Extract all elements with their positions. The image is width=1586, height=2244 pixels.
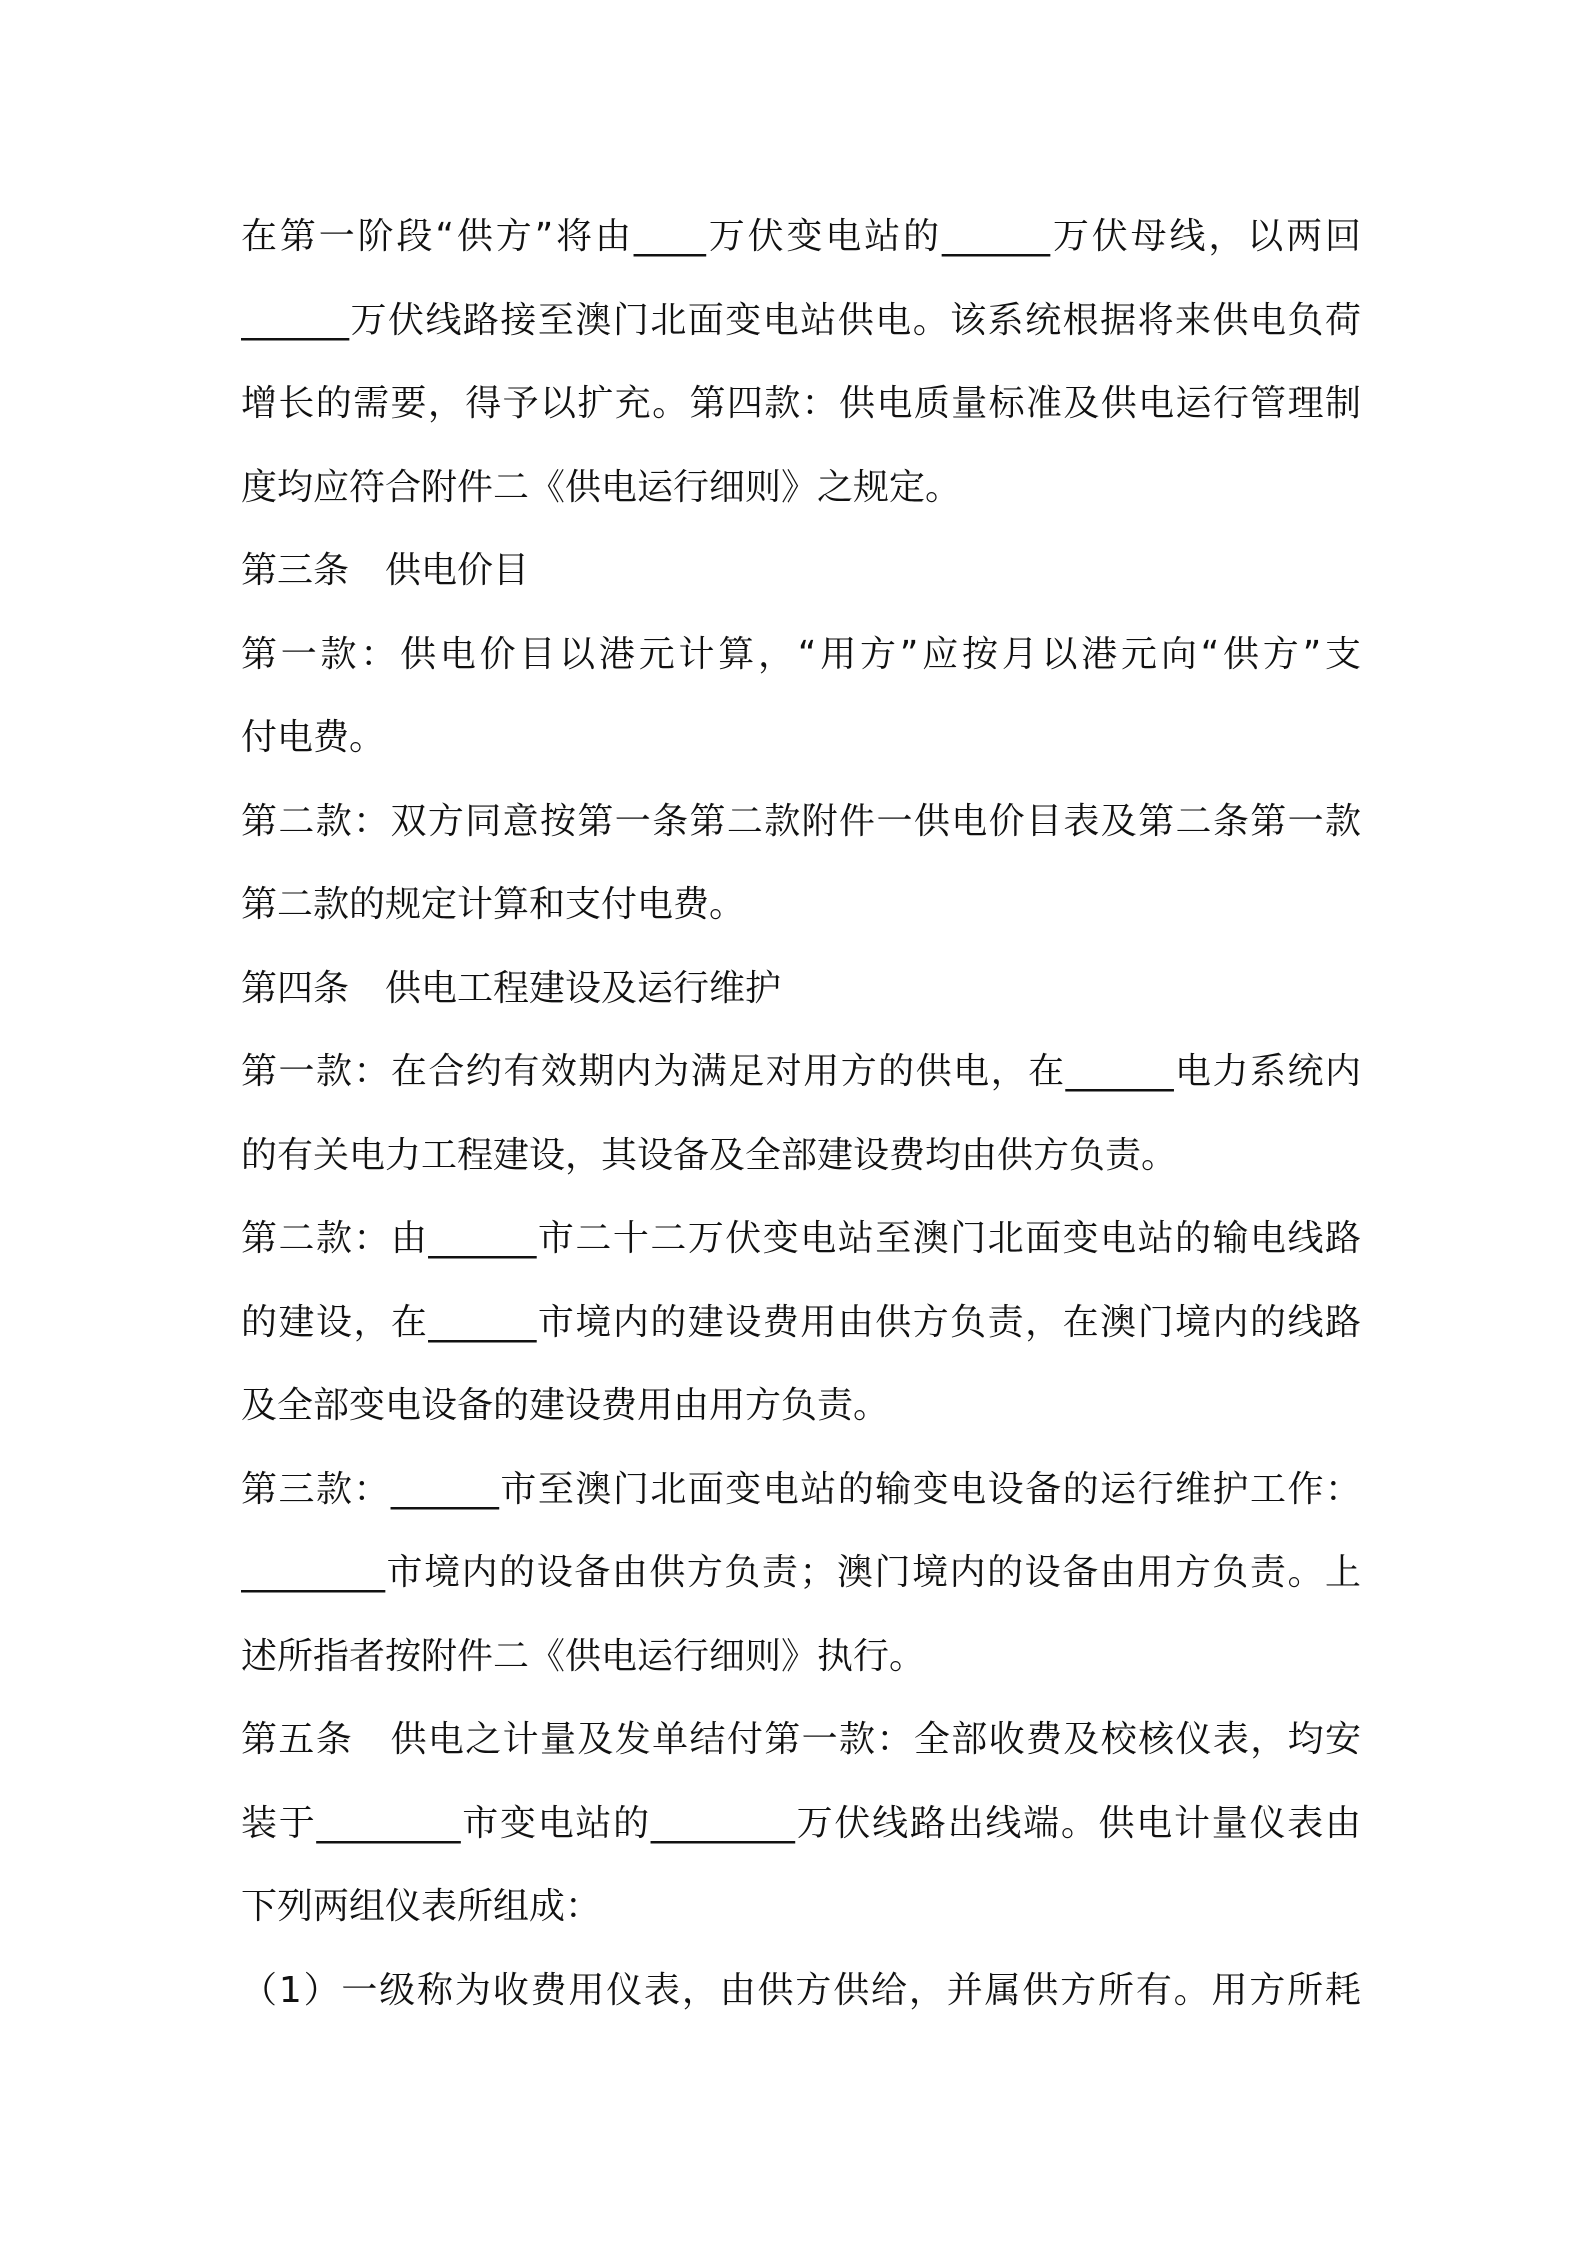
- text-line: 第三款：______市至澳门北面变电站的输变电设备的运行维护工作：: [241, 1468, 1361, 1510]
- text-line: 下列两组仪表所组成：: [241, 1886, 602, 1927]
- text-line: 第一款：供电价目以港元计算，“用方”应按月以港元向“供方”支: [241, 633, 1361, 675]
- text-line: ______万伏线路接至澳门北面变电站供电。该系统根据将来供电负荷: [241, 299, 1361, 341]
- text-line: 第二款：由______市二十二万伏变电站至澳门北面变电站的输电线路: [241, 1218, 1361, 1259]
- text-line: 第一款：在合约有效期内为满足对用方的供电，在______电力系统内: [241, 1051, 1361, 1092]
- article-heading: 第三条 供电价目: [241, 550, 530, 591]
- text-line: 第二款：双方同意按第一条第二款附件一供电价目表及第二条第一款: [241, 800, 1361, 842]
- text-line: 的建设，在______市境内的建设费用由供方负责，在澳门境内的线路: [241, 1301, 1361, 1343]
- text-line: 付电费。: [241, 717, 386, 758]
- article-heading: 第四条 供电工程建设及运行维护: [241, 967, 782, 1009]
- text-line: 在第一阶段“供方”将由____万伏变电站的______万伏母线，以两回: [241, 216, 1361, 257]
- text-line: ________市境内的设备由供方负责；澳门境内的设备由用方负责。上: [241, 1552, 1361, 1593]
- article-heading: 第五条 供电之计量及发单结付第一款：全部收费及校核仪表，均安: [241, 1719, 1361, 1760]
- text-line: 增长的需要，得予以扩充。第四款：供电质量标准及供电运行管理制: [241, 383, 1361, 424]
- text-line: （1）一级称为收费用仪表，由供方供给，并属供方所有。用方所耗: [241, 1969, 1361, 2011]
- text-line: 述所指者按附件二《供电运行细则》执行。: [241, 1635, 926, 1677]
- text-line: 第二款的规定计算和支付电费。: [241, 884, 746, 925]
- text-line: 的有关电力工程建设，其设备及全部建设费均由供方负责。: [241, 1134, 1178, 1176]
- contract-text: [241, 195, 1361, 2032]
- text-line: 装于________市变电站的________万伏线路出线端。供电计量仪表由: [241, 1802, 1361, 1844]
- text-line: 及全部变电设备的建设费用由用方负责。: [241, 1385, 890, 1426]
- text-line: 度均应符合附件二《供电运行细则》之规定。: [241, 466, 962, 508]
